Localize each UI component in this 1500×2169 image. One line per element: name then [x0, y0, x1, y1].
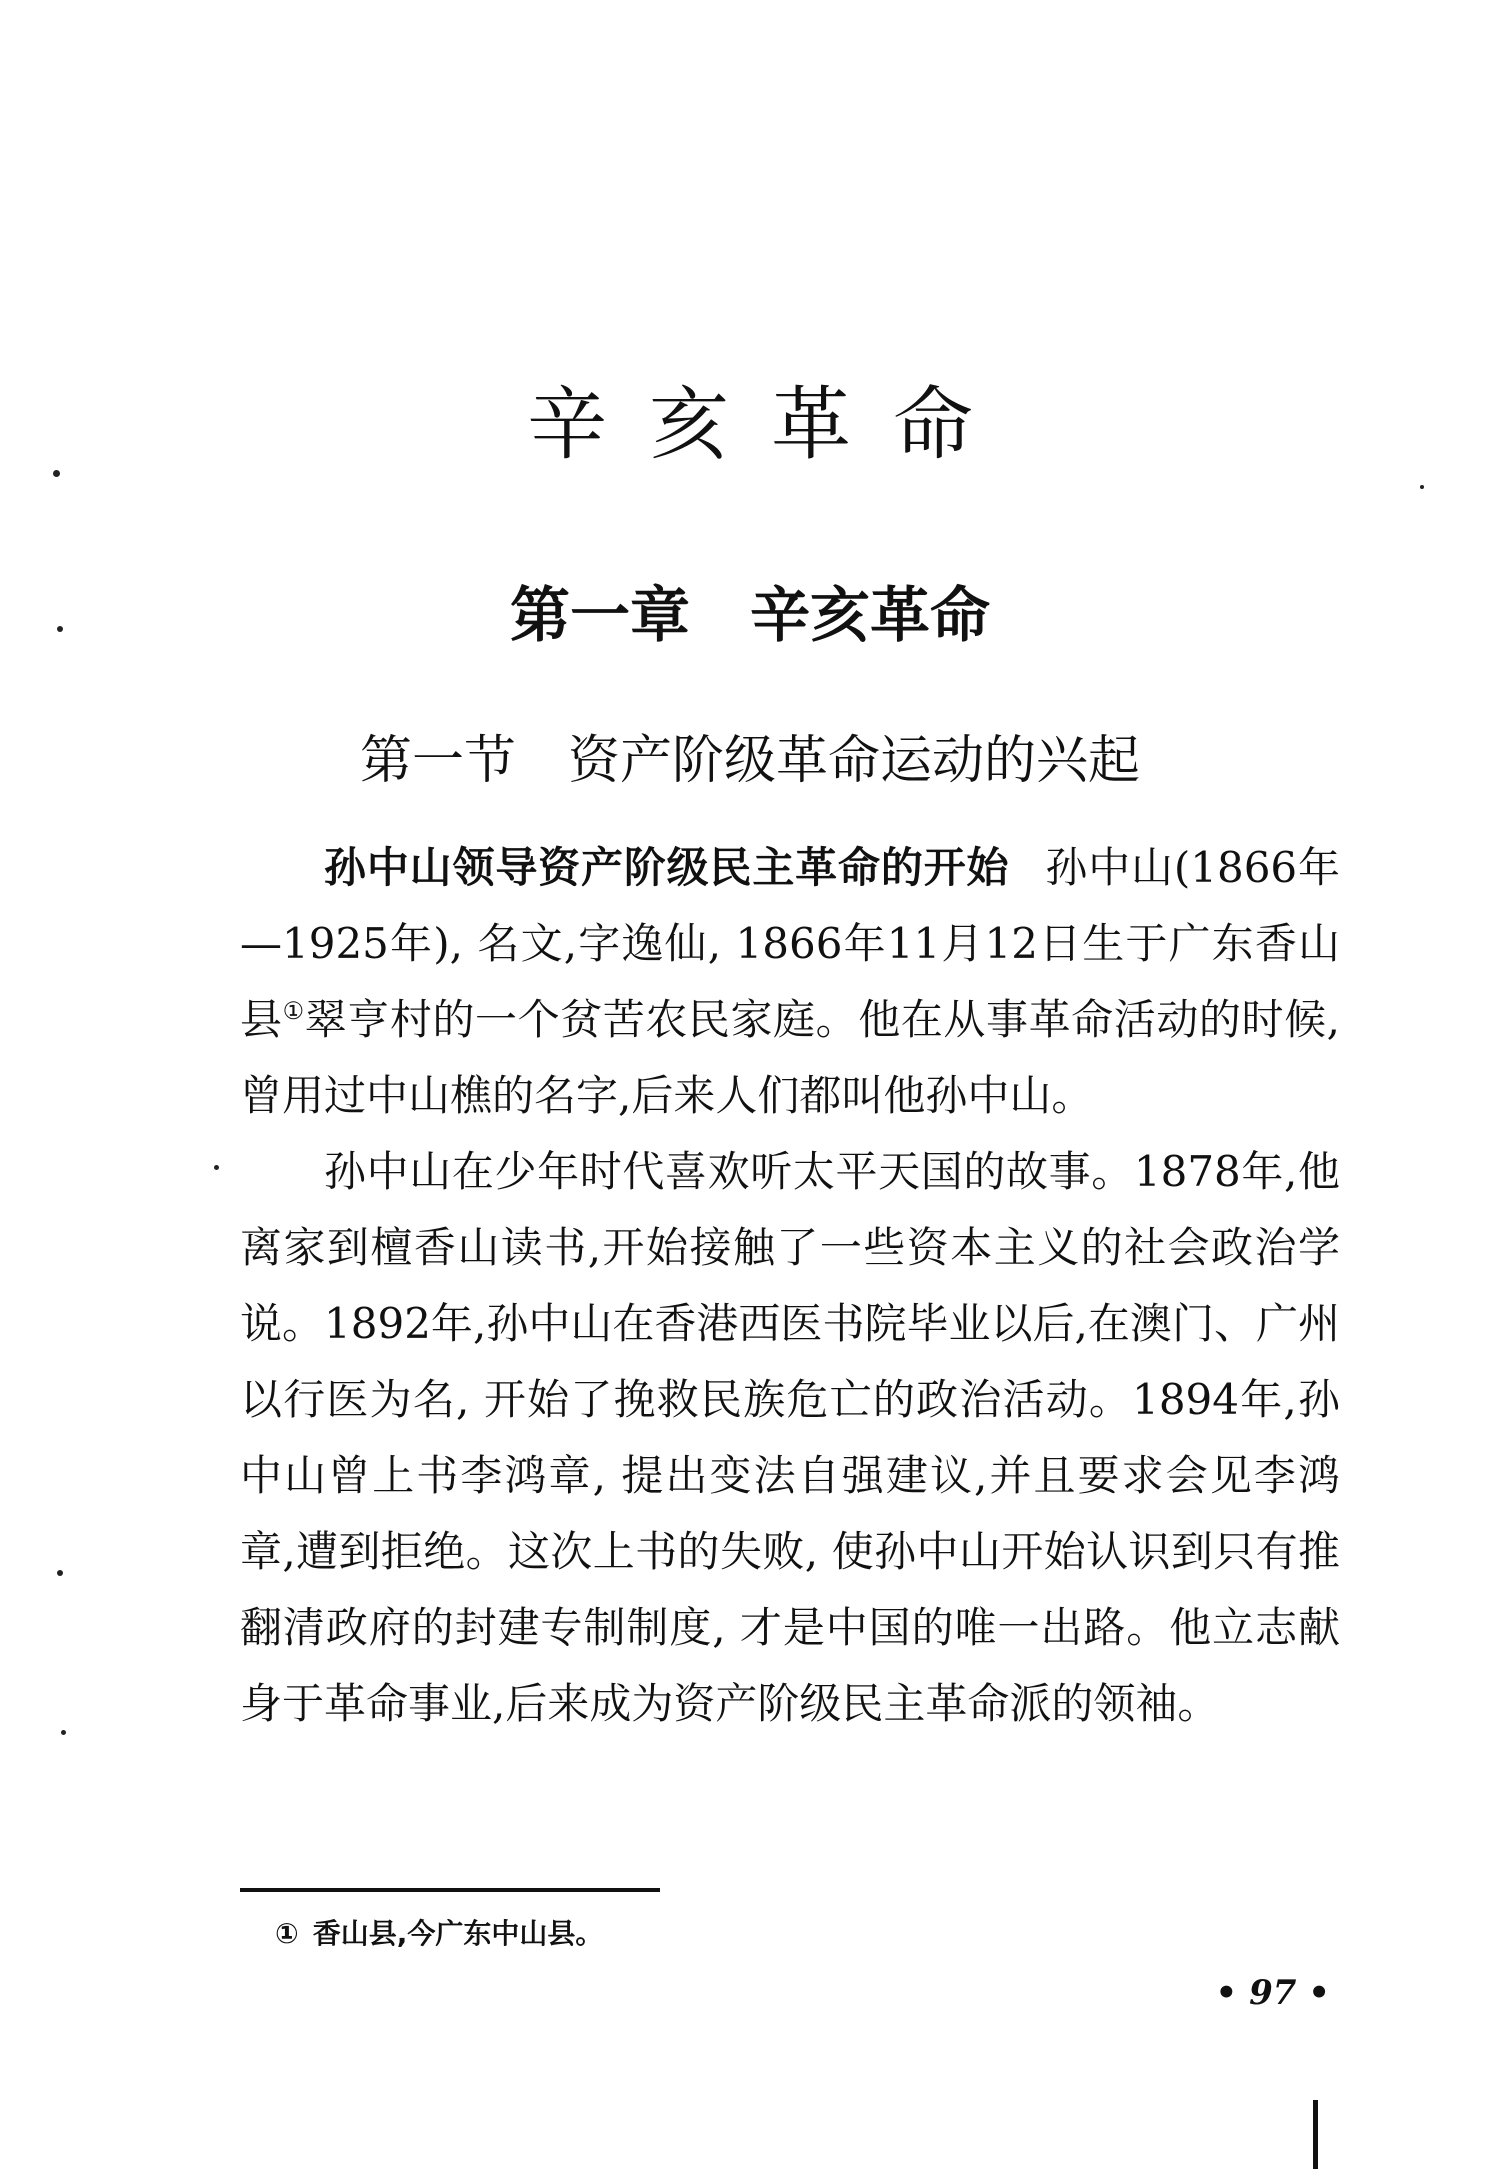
paragraph-text: 孙中山(1866年—1925年), 名文,字逸仙, 1866年11月12日生于广东香山县	[240, 843, 1340, 1044]
scan-speck	[214, 1165, 219, 1170]
footnote-divider	[240, 1888, 660, 1892]
footnote	[275, 1912, 603, 1952]
page-number: • 97 •	[1215, 1973, 1330, 2013]
footnote-text: 香山县,今广东中山县。	[312, 1917, 604, 1950]
chapter-title	[0, 568, 1500, 654]
chapter-number: 第一章	[510, 581, 690, 651]
chapter-name: 辛亥革命	[750, 581, 990, 651]
paragraph-text: 翠亨村的一个贫苦农民家庭。他在从事革命活动的时候,曾用过中山樵的名字,后来人们都叫他孙中山。	[240, 995, 1341, 1120]
scan-speck	[1420, 485, 1424, 489]
section-name: 资产阶级革命运动的兴起	[568, 731, 1141, 791]
paragraph: 孙中山在少年时代喜欢听太平天国的故事。1878年,他离家到檀香山读书,开始接触了一些资本主义的社会政治学说。1892年,孙中山在香港西医书院毕业以后,在澳门、广州以行医为名, 开始了挽救民族危亡的政治活动。1894年,孙中山曾上书李鸿章, 提出变法自强建议,并且要求会见李鸿章,遭到拒绝。这次上书的失败, 使孙中山开始认识到只有推翻清政府的封建专制制度, 才是中国的唯一出路。他立志献身于革命事业,后来成为资产阶级民主革命派的领袖。	[240, 1147, 1340, 1728]
scan-speck	[53, 470, 60, 477]
scan-speck	[57, 1570, 63, 1576]
scan-speck	[61, 1730, 66, 1735]
section-title	[0, 718, 1500, 793]
section-number: 第一节	[359, 731, 516, 791]
footnote-mark: ①	[275, 1917, 299, 1950]
footnote-reference[interactable]: ①	[282, 997, 305, 1025]
body-text	[240, 830, 1340, 1742]
part-title: 辛亥革命	[527, 378, 1015, 471]
scan-edge-mark	[1313, 2100, 1318, 2169]
scan-speck	[57, 626, 63, 632]
topic-heading: 孙中山领导资产阶级民主革命的开始	[324, 843, 1010, 892]
paragraph	[240, 830, 1340, 1134]
